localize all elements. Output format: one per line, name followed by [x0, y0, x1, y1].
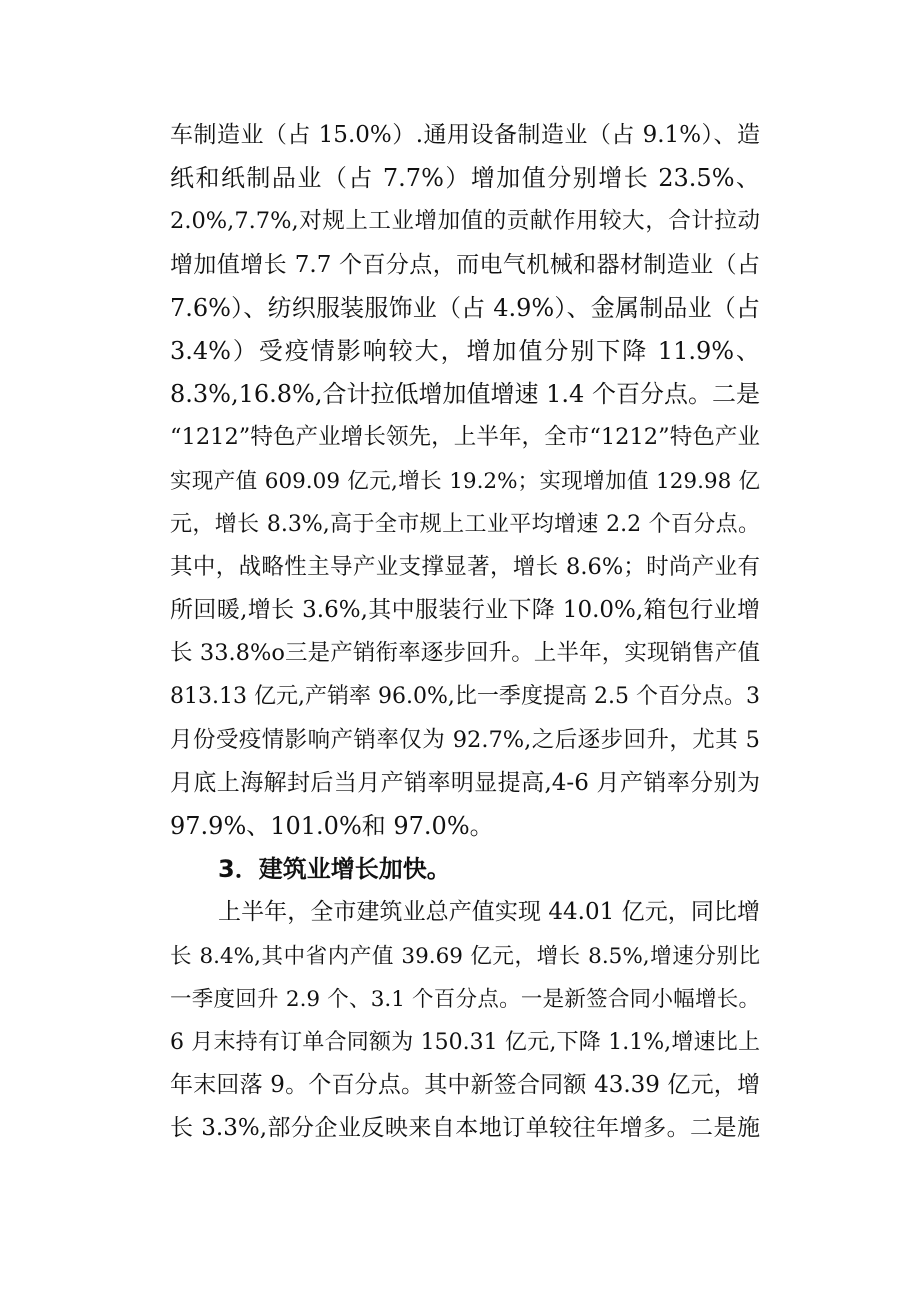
text-line: “1212”特色产业增长领先，上半年，全市“1212”特色产业 — [170, 424, 760, 451]
paragraph-construction — [170, 891, 760, 1150]
paragraph-industry — [170, 114, 760, 848]
text-line: 实现产值 609.09 亿元,增长 19.2%；实现增加值 129.98 亿 — [170, 468, 760, 494]
section-heading: 3．建筑业增长加快。 — [218, 855, 451, 884]
text-line: 车制造业（占 15.0%）.通用设备制造业（占 9.1%）、造 — [170, 122, 760, 148]
text-line: 2.0%,7.7%,对规上工业增加值的贡献作用较大，合计拉动 — [170, 208, 760, 235]
text-line: 97.9%、101.0%和 97.0%。 — [170, 812, 494, 840]
text-line: 813.13 亿元,产销率 96.0%,比一季度提高 2.5 个百分点。3 — [170, 684, 760, 710]
text-line: 上半年，全市建筑业总产值实现 44.01 亿元，同比增 — [218, 899, 760, 926]
text-line: 元，增长 8.3%,高于全市规上工业平均增速 2.2 个百分点。 — [170, 511, 760, 537]
text-line: 7.6%）、纺织服装服饰业（占 4.9%）、金属制品业（占 — [170, 293, 760, 322]
text-line: 月份受疫情影响产销率仅为 92.7%,之后逐步回升，尤其 5 — [170, 726, 760, 753]
text-line: 月底上海解封后当月产销率明显提高,4-6 月产销率分别为 — [170, 769, 760, 796]
text-line: 长 33.8%o三是产销衔率逐步回升。上半年，实现销售产值 — [170, 640, 760, 667]
text-line: 长 3.3%,部分企业反映来自本地订单较往年增多。二是施 — [170, 1115, 760, 1142]
text-line: 6 月末持有订单合同额为 150.31 亿元,下降 1.1%,增速比上 — [170, 1029, 760, 1055]
text-line: 一季度回升 2.9 个、3.1 个百分点。一是新签合同小幅增长。 — [170, 986, 760, 1012]
text-line: 长 8.4%,其中省内产值 39.69 亿元，增长 8.5%,增速分别比 — [170, 943, 760, 969]
text-line: 3.4%）受疫情影响较大，增加值分别下降 11.9%、 — [170, 336, 760, 365]
text-line: 其中，战略性主导产业支撑显著，增长 8.6%；时尚产业有 — [170, 553, 760, 580]
text-line: 增加值增长 7.7 个百分点，而电气机械和器材制造业（占 — [170, 251, 760, 278]
text-line: 纸和纸制品业（占 7.7%）增加值分别增长 23.5%、 — [170, 164, 760, 193]
text-line: 所回暖,增长 3.6%,其中服装行业下降 10.0%,箱包行业增 — [170, 597, 760, 624]
document-body — [170, 114, 760, 1151]
text-line: 年末回落 9。个百分点。其中新签合同额 43.39 亿元，增 — [170, 1072, 760, 1099]
text-line: 8.3%,16.8%,合计拉低增加值增速 1.4 个百分点。二是 — [170, 380, 760, 409]
